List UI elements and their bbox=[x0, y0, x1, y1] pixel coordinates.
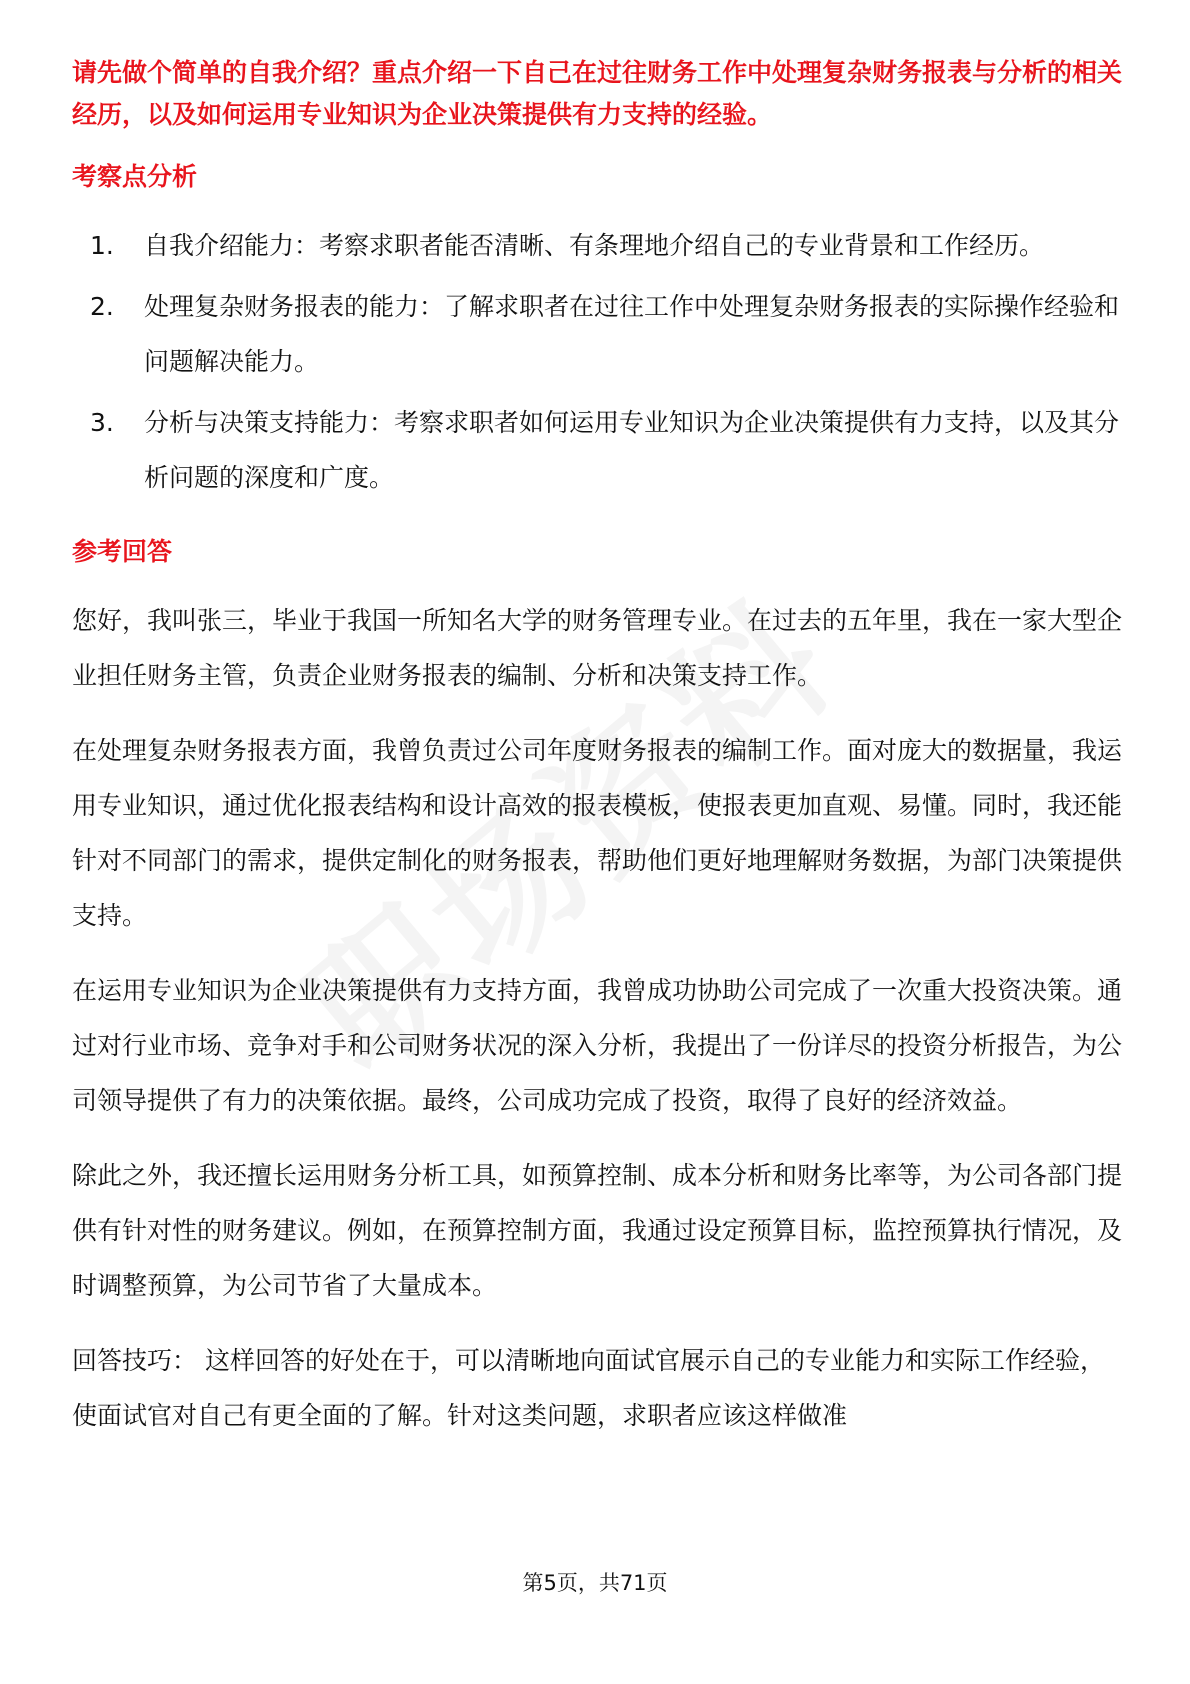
analysis-points bbox=[72, 218, 1122, 505]
point-text: 分析与决策支持能力：考察求职者如何运用专业知识为企业决策提供有力支持，以及其分析问题的深度和广度。 bbox=[144, 408, 1120, 492]
document-body bbox=[72, 52, 1122, 1443]
answer-title: 参考回答 bbox=[72, 537, 173, 566]
answer-paragraph: 在处理复杂财务报表方面，我曾负责过公司年度财务报表的编制工作。面对庞大的数据量，我运用专业知识，通过优化报表结构和设计高效的报表模板，使报表更加直观、易懂。同时，我还能针对不同部门的需求，提供定制化的财务报表，帮助他们更好地理解财务数据，为部门决策提供支持。 bbox=[72, 736, 1123, 930]
interview-question: 请先做个简单的自我介绍？重点介绍一下自己在过往财务工作中处理复杂财务报表与分析的相关经历，以及如何运用专业知识为企业决策提供有力支持的经验。 bbox=[72, 58, 1123, 129]
page-number-footer: 第5页，共71页 bbox=[522, 1571, 668, 1595]
analysis-point bbox=[72, 218, 1122, 273]
analysis-title: 考察点分析 bbox=[72, 162, 198, 191]
analysis-point bbox=[72, 395, 1122, 505]
answer-tips-paragraph: 回答技巧： 这样回答的好处在于，可以清晰地向面试官展示自己的专业能力和实际工作经验，使面试官对自己有更全面的了解。针对这类问题，求职者应该这样做准 bbox=[72, 1346, 1105, 1430]
point-number: 3. bbox=[90, 408, 114, 437]
point-text: 处理复杂财务报表的能力：了解求职者在过往工作中处理复杂财务报表的实际操作经验和问题解决能力。 bbox=[144, 292, 1120, 376]
point-number: 2. bbox=[90, 292, 114, 321]
analysis-point bbox=[72, 279, 1122, 389]
answer-paragraph: 除此之外，我还擅长运用财务分析工具，如预算控制、成本分析和财务比率等，为公司各部门提供有针对性的财务建议。例如，在预算控制方面，我通过设定预算目标，监控预算执行情况，及时调整预算，为公司节省了大量成本。 bbox=[72, 1161, 1123, 1300]
answer-paragraph: 您好，我叫张三，毕业于我国一所知名大学的财务管理专业。在过去的五年里，我在一家大型企业担任财务主管，负责企业财务报表的编制、分析和决策支持工作。 bbox=[72, 606, 1123, 690]
point-number: 1. bbox=[90, 231, 114, 260]
point-text: 自我介绍能力：考察求职者能否清晰、有条理地介绍自己的专业背景和工作经历。 bbox=[144, 231, 1045, 260]
answer-paragraph: 在运用专业知识为企业决策提供有力支持方面，我曾成功协助公司完成了一次重大投资决策。通过对行业市场、竞争对手和公司财务状况的深入分析，我提出了一份详尽的投资分析报告，为公司领导提供了有力的决策依据。最终，公司成功完成了投资，取得了良好的经济效益。 bbox=[72, 976, 1123, 1115]
